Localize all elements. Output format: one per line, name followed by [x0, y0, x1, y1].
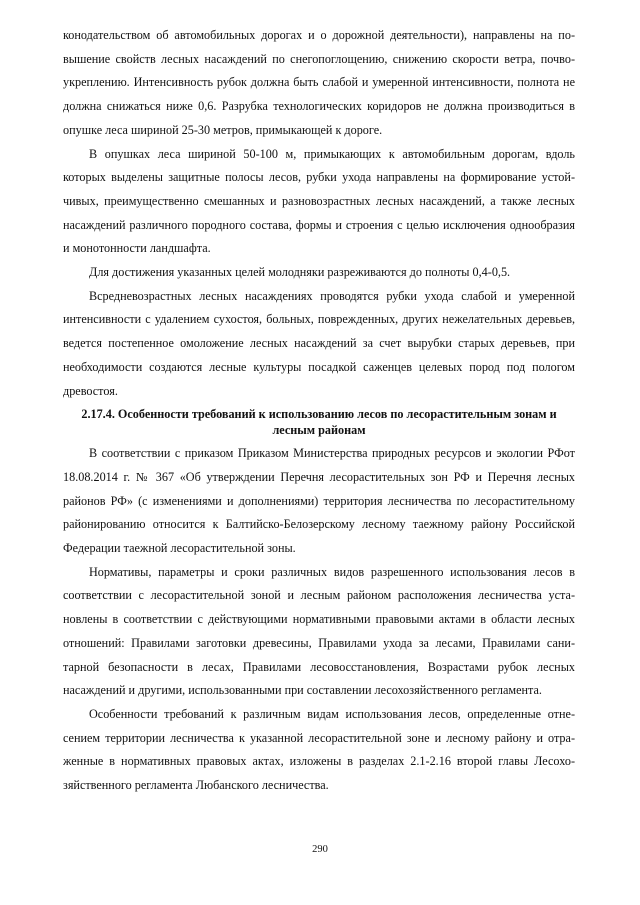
- paragraph-norms: Нормативы, параметры и сроки различных видов разрешенного использования лесов в соответствии с лесорастительной зоной и лесным районом расположения лесничества установлены в соответствии с действующими нормативными правовыми актами в области лесных отношений: Правилами заготовки древесины, Правилами ухода за лесами, Правилами санитарной безопасности в лесах, Правилами лесовосстановления, Возрастами рубок лесных насаждений и другими, использованными при составлении лесохозяйственного регламента.: [63, 564, 575, 698]
- paragraph-ministry-order: В соответствии с приказом Приказом Министерства природных ресурсов и экологии РФот 18.08.2014 г. № 367 «Об утверждении Перечня лесорастительных зон РФ и Перечня лесных районов РФ» (с изменениями и дополнениями) территория лесничества по лесорастительному районированию относится к Балтийско-Белозерскому лесному таежному району Российской Федерации таежной лесорастительной зоны.: [63, 446, 575, 556]
- page-number: 290: [312, 844, 328, 855]
- paragraph-middle-aged-stands: Всредневозрастных лесных насаждениях проводятся рубки ухода слабой и умеренной интенсивности с удалением сухостоя, больных, поврежденных, других нежелательных деревьев, ведется постепенное омоложение лесных насаждений за счет вырубки старых деревьев, при необходимости создаются лесные культуры посадкой саженцев целевых пород под пологом древостоя.: [63, 288, 575, 398]
- paragraph-thinning-goal: Для достижения указанных целей молодняки разреживаются до полноты 0,4-0,5.: [89, 265, 511, 280]
- section-heading: 2.17.4. Особенности требований к использованию лесов по лесорастительным зонам и лесным районам: [81, 407, 557, 437]
- paragraph-requirements: Особенности требований к различным видам использования лесов, определенные отнесением территории лесничества к указанной лесорастительной зоне и лесному району и отраженные в нормативных правовых актах, изложены в разделах 2.1-2.16 второй главы Лесохозяйственного регламента Любанского лесничества.: [63, 706, 575, 793]
- paragraph-continuation: конодательством об автомобильных дорогах и о дорожной деятельности), направлены на повышение свойств лесных насаждений по снегопоглощению, снижению скорости ветра, почвоукреплению. Интенсивность рубок должна быть слабой и умеренной интенсивности, полнота не должна снижаться ниже 0,6. Разрубка технологических коридоров не должна производиться в опушке леса шириной 25-30 метров, примыкающей к дороге.: [63, 28, 575, 137]
- paragraph-edge-zones: В опушках леса шириной 50-100 м, примыкающих к автомобильным дорогам, вдоль которых выделены защитные полосы лесов, рубки ухода направлены на формирование устойчивых, преимущественно смешанных и разновозрастных лесных насаждений, а также лесных насаждений различного породного состава, формы и строения с целью исключения однообразия и монотонности ландшафта.: [63, 146, 575, 256]
- document-page: [63, 24, 575, 798]
